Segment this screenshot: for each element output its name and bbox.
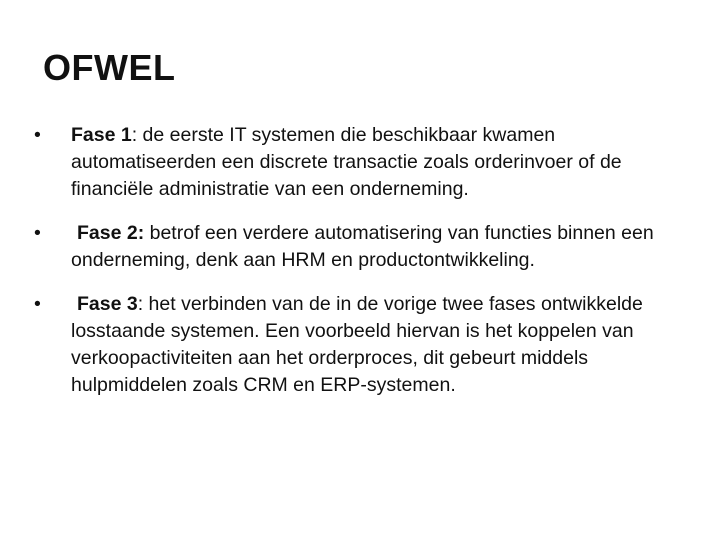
bullet-item-fase-2 — [34, 220, 674, 274]
bullet-lead: Fase 3 — [77, 293, 138, 315]
bullet-icon: • — [34, 293, 41, 315]
bullet-separator: : — [131, 124, 138, 146]
bullet-icon: • — [34, 222, 41, 244]
bullet-text: de eerste IT systemen die beschikbaar kwamen automatiseerden een discrete transactie zoals orderinvoer of de financiële administratie van een onderneming. — [71, 124, 622, 200]
bullet-item-fase-1 — [34, 122, 674, 203]
bullet-list — [34, 122, 674, 399]
bullet-icon: • — [34, 124, 41, 146]
bullet-text: het verbinden van de in de vorige twee fases ontwikkelde losstaande systemen. Een voorbeeld hiervan is het koppelen van verkoopactiviteiten aan het orderproces, dit gebeurt middels hulpmiddelen zoals CRM en ERP-systemen. — [71, 293, 643, 396]
slide-title: OFWEL — [43, 47, 176, 88]
bullet-text: betrof een verdere automatisering van functies binnen een onderneming, denk aan HRM en productontwikkeling. — [71, 222, 654, 271]
bullet-item-fase-3 — [34, 291, 674, 399]
bullet-lead: Fase 1 — [71, 124, 132, 146]
bullet-separator: : — [137, 293, 144, 315]
bullet-lead: Fase 2: — [77, 222, 145, 244]
